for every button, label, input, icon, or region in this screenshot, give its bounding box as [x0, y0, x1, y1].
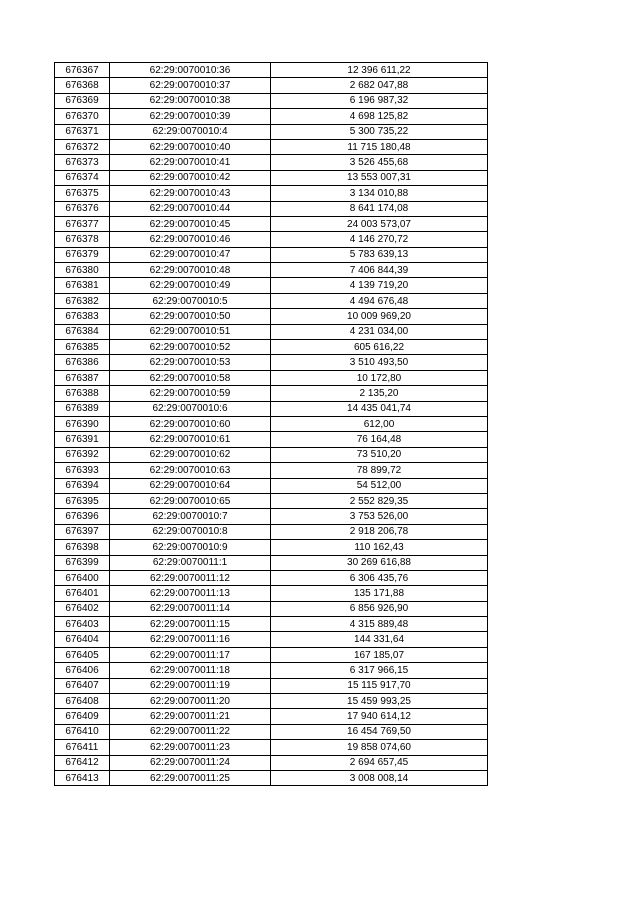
row-number-cell: 676369: [55, 93, 110, 108]
table-row: [55, 755, 488, 770]
cadastral-number-cell: 62:29:0070011:13: [110, 586, 271, 601]
cadastral-number-cell: 62:29:0070010:60: [110, 416, 271, 431]
table-row: [55, 139, 488, 154]
cadastral-number-cell: 62:29:0070011:16: [110, 632, 271, 647]
cadastral-number-cell: 62:29:0070010:59: [110, 386, 271, 401]
cadastral-value-cell: 3 510 493,50: [271, 355, 488, 370]
cadastral-number-cell: 62:29:0070011:15: [110, 617, 271, 632]
row-number-cell: 676403: [55, 617, 110, 632]
cadastral-number-cell: 62:29:0070010:8: [110, 524, 271, 539]
cadastral-number-cell: 62:29:0070011:25: [110, 770, 271, 785]
cadastral-value-cell: 3 134 010,88: [271, 186, 488, 201]
cadastral-number-cell: 62:29:0070011:12: [110, 570, 271, 585]
table-row: [55, 201, 488, 216]
cadastral-value-cell: 17 940 614,12: [271, 709, 488, 724]
row-number-cell: 676379: [55, 247, 110, 262]
table-row: [55, 93, 488, 108]
cadastral-number-cell: 62:29:0070010:41: [110, 155, 271, 170]
cadastral-value-cell: 15 115 917,70: [271, 678, 488, 693]
table-row: [55, 216, 488, 231]
table-row: [55, 740, 488, 755]
cadastral-number-cell: 62:29:0070010:51: [110, 324, 271, 339]
cadastral-number-cell: 62:29:0070010:44: [110, 201, 271, 216]
table-row: [55, 709, 488, 724]
cadastral-number-cell: 62:29:0070011:19: [110, 678, 271, 693]
row-number-cell: 676412: [55, 755, 110, 770]
cadastral-value-cell: 135 171,88: [271, 586, 488, 601]
cadastral-value-cell: 5 783 639,13: [271, 247, 488, 262]
row-number-cell: 676413: [55, 770, 110, 785]
cadastral-number-cell: 62:29:0070010:38: [110, 93, 271, 108]
table-row: [55, 570, 488, 585]
table-row: [55, 155, 488, 170]
row-number-cell: 676376: [55, 201, 110, 216]
cadastral-value-cell: 78 899,72: [271, 463, 488, 478]
row-number-cell: 676397: [55, 524, 110, 539]
cadastral-number-cell: 62:29:0070010:50: [110, 309, 271, 324]
cadastral-value-cell: 4 315 889,48: [271, 617, 488, 632]
table-row: [55, 447, 488, 462]
table-row: [55, 524, 488, 539]
cadastral-value-cell: 6 306 435,76: [271, 570, 488, 585]
table-row: [55, 401, 488, 416]
row-number-cell: 676405: [55, 647, 110, 662]
cadastral-number-cell: 62:29:0070010:61: [110, 432, 271, 447]
table-row: [55, 432, 488, 447]
table-row: [55, 232, 488, 247]
table-row: [55, 78, 488, 93]
cadastral-number-cell: 62:29:0070011:21: [110, 709, 271, 724]
table-row: [55, 617, 488, 632]
cadastral-value-cell: 144 331,64: [271, 632, 488, 647]
row-number-cell: 676370: [55, 109, 110, 124]
cadastral-value-cell: 6 196 987,32: [271, 93, 488, 108]
cadastral-number-cell: 62:29:0070010:48: [110, 263, 271, 278]
row-number-cell: 676383: [55, 309, 110, 324]
table-row: [55, 555, 488, 570]
table-row: [55, 586, 488, 601]
cadastral-number-cell: 62:29:0070010:36: [110, 63, 271, 78]
cadastral-number-cell: 62:29:0070011:20: [110, 694, 271, 709]
row-number-cell: 676372: [55, 139, 110, 154]
cadastral-value-cell: 30 269 616,88: [271, 555, 488, 570]
cadastral-number-cell: 62:29:0070010:5: [110, 293, 271, 308]
row-number-cell: 676394: [55, 478, 110, 493]
row-number-cell: 676382: [55, 293, 110, 308]
cadastral-number-cell: 62:29:0070010:6: [110, 401, 271, 416]
cadastral-value-cell: 2 682 047,88: [271, 78, 488, 93]
cadastral-number-cell: 62:29:0070011:14: [110, 601, 271, 616]
row-number-cell: 676371: [55, 124, 110, 139]
table-row: [55, 493, 488, 508]
row-number-cell: 676404: [55, 632, 110, 647]
cadastral-value-cell: 76 164,48: [271, 432, 488, 447]
cadastral-value-table: [54, 62, 488, 786]
cadastral-number-cell: 62:29:0070011:17: [110, 647, 271, 662]
row-number-cell: 676401: [55, 586, 110, 601]
cadastral-value-cell: 4 139 719,20: [271, 278, 488, 293]
cadastral-number-cell: 62:29:0070010:37: [110, 78, 271, 93]
row-number-cell: 676374: [55, 170, 110, 185]
cadastral-number-cell: 62:29:0070010:45: [110, 216, 271, 231]
table-row: [55, 724, 488, 739]
cadastral-value-cell: 2 694 657,45: [271, 755, 488, 770]
table-row: [55, 694, 488, 709]
table-row: [55, 386, 488, 401]
row-number-cell: 676375: [55, 186, 110, 201]
table-row: [55, 309, 488, 324]
cadastral-value-cell: 612,00: [271, 416, 488, 431]
cadastral-value-cell: 11 715 180,48: [271, 139, 488, 154]
cadastral-number-cell: 62:29:0070011:18: [110, 663, 271, 678]
cadastral-value-cell: 3 008 008,14: [271, 770, 488, 785]
row-number-cell: 676368: [55, 78, 110, 93]
row-number-cell: 676408: [55, 694, 110, 709]
cadastral-value-cell: 54 512,00: [271, 478, 488, 493]
table-row: [55, 647, 488, 662]
cadastral-value-cell: 6 317 966,15: [271, 663, 488, 678]
row-number-cell: 676393: [55, 463, 110, 478]
row-number-cell: 676402: [55, 601, 110, 616]
table-row: [55, 632, 488, 647]
row-number-cell: 676367: [55, 63, 110, 78]
table-row: [55, 770, 488, 785]
table-row: [55, 324, 488, 339]
cadastral-value-cell: 10 172,80: [271, 370, 488, 385]
cadastral-number-cell: 62:29:0070010:64: [110, 478, 271, 493]
cadastral-number-cell: 62:29:0070010:65: [110, 493, 271, 508]
table-row: [55, 109, 488, 124]
table-row: [55, 478, 488, 493]
table-body: [55, 63, 488, 786]
cadastral-value-cell: 73 510,20: [271, 447, 488, 462]
cadastral-value-cell: 3 526 455,68: [271, 155, 488, 170]
row-number-cell: 676395: [55, 493, 110, 508]
cadastral-number-cell: 62:29:0070010:63: [110, 463, 271, 478]
table-row: [55, 416, 488, 431]
table-row: [55, 263, 488, 278]
row-number-cell: 676396: [55, 509, 110, 524]
cadastral-value-cell: 6 856 926,90: [271, 601, 488, 616]
cadastral-value-cell: 5 300 735,22: [271, 124, 488, 139]
cadastral-value-cell: 2 552 829,35: [271, 493, 488, 508]
table-row: [55, 678, 488, 693]
cadastral-number-cell: 62:29:0070010:40: [110, 139, 271, 154]
cadastral-number-cell: 62:29:0070010:53: [110, 355, 271, 370]
cadastral-number-cell: 62:29:0070010:47: [110, 247, 271, 262]
cadastral-value-cell: 24 003 573,07: [271, 216, 488, 231]
row-number-cell: 676398: [55, 540, 110, 555]
cadastral-value-cell: 12 396 611,22: [271, 63, 488, 78]
cadastral-value-cell: 605 616,22: [271, 340, 488, 355]
row-number-cell: 676392: [55, 447, 110, 462]
cadastral-number-cell: 62:29:0070011:23: [110, 740, 271, 755]
row-number-cell: 676384: [55, 324, 110, 339]
row-number-cell: 676386: [55, 355, 110, 370]
cadastral-number-cell: 62:29:0070010:52: [110, 340, 271, 355]
cadastral-value-cell: 19 858 074,60: [271, 740, 488, 755]
cadastral-number-cell: 62:29:0070010:4: [110, 124, 271, 139]
cadastral-number-cell: 62:29:0070010:42: [110, 170, 271, 185]
cadastral-number-cell: 62:29:0070010:46: [110, 232, 271, 247]
row-number-cell: 676407: [55, 678, 110, 693]
cadastral-value-cell: 2 918 206,78: [271, 524, 488, 539]
table-row: [55, 601, 488, 616]
row-number-cell: 676406: [55, 663, 110, 678]
table-row: [55, 63, 488, 78]
row-number-cell: 676380: [55, 263, 110, 278]
row-number-cell: 676410: [55, 724, 110, 739]
table-row: [55, 247, 488, 262]
table-row: [55, 124, 488, 139]
table-row: [55, 370, 488, 385]
table-row: [55, 463, 488, 478]
cadastral-value-cell: 4 146 270,72: [271, 232, 488, 247]
cadastral-value-cell: 16 454 769,50: [271, 724, 488, 739]
row-number-cell: 676409: [55, 709, 110, 724]
cadastral-number-cell: 62:29:0070010:9: [110, 540, 271, 555]
row-number-cell: 676388: [55, 386, 110, 401]
cadastral-number-cell: 62:29:0070010:39: [110, 109, 271, 124]
cadastral-value-cell: 4 698 125,82: [271, 109, 488, 124]
cadastral-value-cell: 10 009 969,20: [271, 309, 488, 324]
table-row: [55, 278, 488, 293]
cadastral-value-cell: 8 641 174,08: [271, 201, 488, 216]
cadastral-number-cell: 62:29:0070011:24: [110, 755, 271, 770]
row-number-cell: 676373: [55, 155, 110, 170]
cadastral-number-cell: 62:29:0070010:43: [110, 186, 271, 201]
table-row: [55, 663, 488, 678]
row-number-cell: 676400: [55, 570, 110, 585]
table-row: [55, 340, 488, 355]
cadastral-value-cell: 14 435 041,74: [271, 401, 488, 416]
table-row: [55, 293, 488, 308]
cadastral-number-cell: 62:29:0070011:1: [110, 555, 271, 570]
cadastral-number-cell: 62:29:0070010:49: [110, 278, 271, 293]
row-number-cell: 676377: [55, 216, 110, 231]
cadastral-value-cell: 7 406 844,39: [271, 263, 488, 278]
table-row: [55, 509, 488, 524]
cadastral-value-cell: 110 162,43: [271, 540, 488, 555]
row-number-cell: 676385: [55, 340, 110, 355]
table-row: [55, 170, 488, 185]
table-row: [55, 186, 488, 201]
cadastral-value-cell: 13 553 007,31: [271, 170, 488, 185]
cadastral-value-cell: 15 459 993,25: [271, 694, 488, 709]
cadastral-value-cell: 4 494 676,48: [271, 293, 488, 308]
table-row: [55, 355, 488, 370]
row-number-cell: 676390: [55, 416, 110, 431]
cadastral-number-cell: 62:29:0070011:22: [110, 724, 271, 739]
cadastral-number-cell: 62:29:0070010:58: [110, 370, 271, 385]
cadastral-number-cell: 62:29:0070010:62: [110, 447, 271, 462]
cadastral-value-cell: 4 231 034,00: [271, 324, 488, 339]
cadastral-value-cell: 2 135,20: [271, 386, 488, 401]
row-number-cell: 676391: [55, 432, 110, 447]
row-number-cell: 676411: [55, 740, 110, 755]
row-number-cell: 676381: [55, 278, 110, 293]
table-row: [55, 540, 488, 555]
row-number-cell: 676387: [55, 370, 110, 385]
cadastral-value-cell: 3 753 526,00: [271, 509, 488, 524]
row-number-cell: 676389: [55, 401, 110, 416]
row-number-cell: 676378: [55, 232, 110, 247]
cadastral-value-cell: 167 185,07: [271, 647, 488, 662]
row-number-cell: 676399: [55, 555, 110, 570]
cadastral-number-cell: 62:29:0070010:7: [110, 509, 271, 524]
